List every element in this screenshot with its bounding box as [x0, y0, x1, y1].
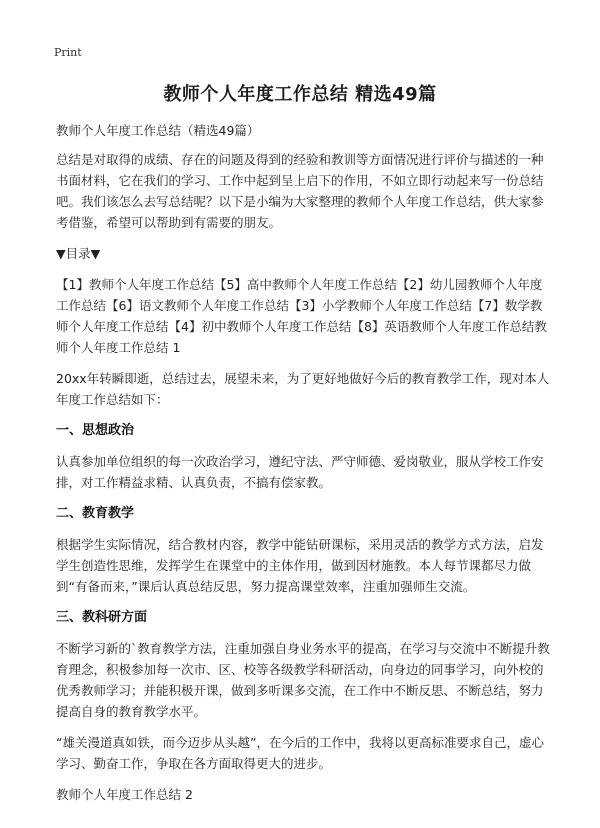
section-body-research: 不断学习新的`教育教学方法，注重加强自身业务水平的提高，在学习与交流中不断提升教育理念，积极参加每一次市、区、校等各级教学科研活动，向身边的同事学习，向外校的优秀教师学习；并能积极开课，做到多听课多交流，在工作中不断反思、不断总结，努力提高自身的教育教学水平。 [56, 641, 550, 719]
print-label: Print [54, 46, 82, 59]
section-heading-research: 三、教科研方面 [56, 610, 148, 625]
document-body [56, 120, 551, 815]
section-body-teaching: 根据学生实际情况，结合教材内容，教学中能钻研课标，采用灵活的教学方式方法，启发学生创造性思维，发挥学生在课堂中的主体作用，做到因材施教。本人每节课都尽力做到“有备而来，”课后认真总结反思，努力提高课堂效率，注重加强师生交流。 [56, 537, 544, 594]
section-heading-politics: 一、思想政治 [56, 423, 135, 438]
section-heading-teaching: 二、教育教学 [56, 506, 135, 521]
page-title: 教师个人年度工作总结 精选49篇 [163, 84, 437, 105]
toc-heading: ▼目录▼ [56, 246, 101, 261]
opening-paragraph: 20xx年转瞬即逝，总结过去，展望未来，为了更好地做好今后的教育教学工作，现对本人年度工作总结如下： [56, 371, 550, 407]
closing-paragraph: “雄关漫道真如铁，而今迈步从头越”，在今后的工作中，我将以更高标准要求自己，虚心学习、勤奋工作，争取在各方面取得更大的进步。 [56, 735, 544, 771]
document-subtitle: 教师个人年度工作总结（精选49篇） [56, 123, 260, 138]
next-article-heading: 教师个人年度工作总结 2 [56, 787, 193, 802]
toc-links[interactable]: 【1】教师个人年度工作总结【5】高中教师个人年度工作总结【2】幼儿园教师个人年度工作总结【6】语文教师个人年度工作总结【3】小学教师个人年度工作总结【7】数学教师个人年度工作总结【4】初中教师个人年度工作总结【8】英语教师个人年度工作总结教师个人年度工作总结 1 [56, 277, 547, 355]
section-body-politics: 认真参加单位组织的每一次政治学习，遵纪守法、严守师德、爱岗敬业，服从学校工作安排，对工作精益求精、认真负责，不搞有偿家教。 [56, 454, 544, 490]
intro-paragraph: 总结是对取得的成绩、存在的问题及得到的经验和教训等方面情况进行评价与描述的一种书面材料，它在我们的学习、工作中起到呈上启下的作用，不如立即行动起来写一份总结吧。我们该怎么去写总结呢？以下是小编为大家整理的教师个人年度工作总结，供大家参考借鉴，希望可以帮助到有需要的朋友。 [56, 152, 544, 230]
